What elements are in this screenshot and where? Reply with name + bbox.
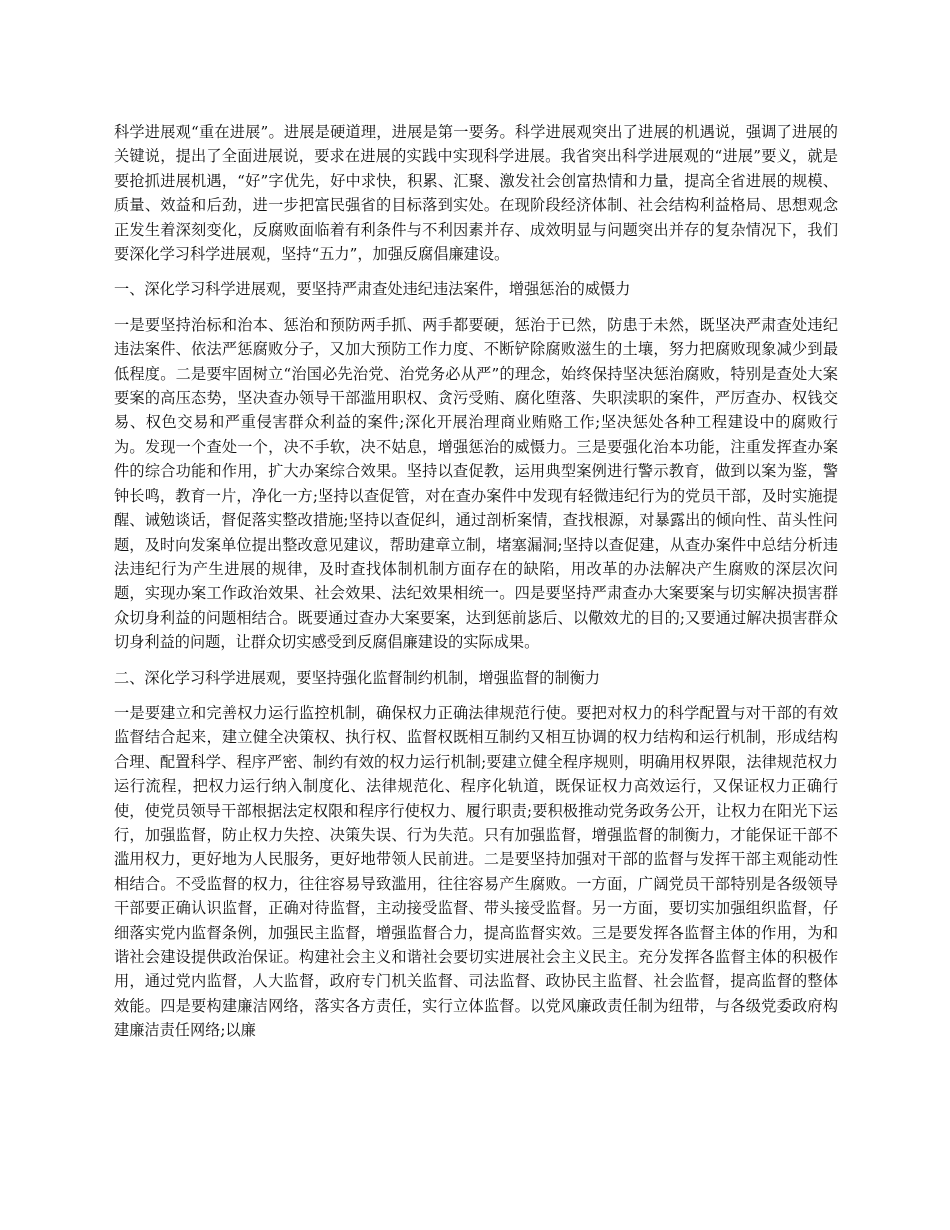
section-2-body: 一是要建立和完善权力运行监控机制，确保权力正确法律规范行使。要把对权力的科学配置与对干部的有效监督结合起来，建立健全决策权、执行权、监督权既相互制约又相互协调的权力结构和运行机制，形成结构合理、配置科学、程序严密、制约有效的权力运行机制;要建立健全程序规则，明确用权界限，法律规范权力运行流程，把权力运行纳入制度化、法律规范化、程序化轨道，既保证权力高效运行，又保证权力正确行使，使党员领导干部根据法定权限和程序行使权力、履行职责;要积极推动党务政务公开，让权力在阳光下运行，加强监督，防止权力失控、决策失误、行为失范。只有加强监督，增强监督的制衡力，才能保证干部不滥用权力，更好地为人民服务，更好地带领人民前进。二是要坚持加强对干部的监督与发挥干部主观能动性相结合。不受监督的权力，往往容易导致滥用，往往容易产生腐败。一方面，广阔党员干部特别是各级领导干部要正确认识监督，正确对待监督，主动接受监督、带头接受监督。另一方面，要切实加强组织监督，仔细落实党内监督条例，加强民主监督，增强监督合力，提高监督实效。三是要发挥各监督主体的作用，为和谐社会建设提供政治保证。构建社会主义和谐社会要切实进展社会主义民主。充分发挥各监督主体的积极作用，通过党内监督，人大监督，政府专门机关监督、司法监督、政协民主监督、社会监督，提高监督的整体效能。四是要构建廉洁网络，落实各方责任，实行立体监督。以党风廉政责任制为纽带，与各级党委政府构建廉洁责任网络;以廉 — [114, 703, 838, 1040]
document-page — [114, 120, 838, 1054]
section-1-heading: 一、深化学习科学进展观，要坚持严肃查处违纪违法案件，增强惩治的威慑力 — [114, 280, 631, 299]
section-2-heading: 二、深化学习科学进展观，要坚持强化监督制约机制，增强监督的制衡力 — [114, 668, 600, 687]
section-1-body: 一是要坚持治标和治本、惩治和预防两手抓、两手都要硬，惩治于已然，防患于未然，既坚决严肃查处违纪违法案件、依法严惩腐败分子，又加大预防工作力度、不断铲除腐败滋生的土壤，努力把腐败现象减少到最低程度。二是要牢固树立“治国必先治党、治党务必从严”的理念，始终保持坚决惩治腐败，特别是查处大案要案的高压态势，坚决查办领导干部滥用职权、贪污受贿、腐化堕落、失职渎职的案件，严厉查办、权钱交易、权色交易和严重侵害群众利益的案件;深化开展治理商业贿赂工作;坚决惩处各种工程建设中的腐败行为。发现一个查处一个，决不手软，决不姑息，增强惩治的威慑力。三是要强化治本功能，注重发挥查办案件的综合功能和作用，扩大办案综合效果。坚持以查促教，运用典型案例进行警示教育，做到以案为鉴，警钟长鸣，教育一片，净化一方;坚持以查促管，对在查办案件中发现有轻微违纪行为的党员干部，及时实施提醒、诫勉谈话，督促落实整改措施;坚持以查促纠，通过剖析案情，查找根源，对暴露出的倾向性、苗头性问题，及时向发案单位提出整改意见建议，帮助建章立制，堵塞漏洞;坚持以查促建，从查办案件中总结分析违法违纪行为产生进展的规律，及时查找体制机制方面存在的缺陷，用改革的办法解决产生腐败的深层次问题，实现办案工作政治效果、社会效果、法纪效果相统一。四是要坚持严肃查办大案要案与切实解决损害群众切身利益的问题相结合。既要通过查办大案要案，达到惩前毖后、以儆效尤的目的;又要通过解决损害群众切身利益的问题，让群众切实感受到反腐倡廉建设的实际成果。 — [114, 315, 838, 652]
intro-paragraph: 科学进展观“重在进展”。进展是硬道理，进展是第一要务。科学进展观突出了进展的机遇说，强调了进展的关键说，提出了全面进展说，要求在进展的实践中实现科学进展。我省突出科学进展观的“进展”要义，就是要抢抓进展机遇，“好”字优先，好中求快，积累、汇聚、激发社会创富热情和力量，提高全省进展的规模、质量、效益和后劲，进一步把富民强省的目标落到实处。在现阶段经济体制、社会结构利益格局、思想观念正发生着深刻变化，反腐败面临着有利条件与不利因素并存、成效明显与问题突出并存的复杂情况下，我们要深化学习科学进展观，坚持“五力”，加强反腐倡廉建设。 — [114, 123, 838, 264]
